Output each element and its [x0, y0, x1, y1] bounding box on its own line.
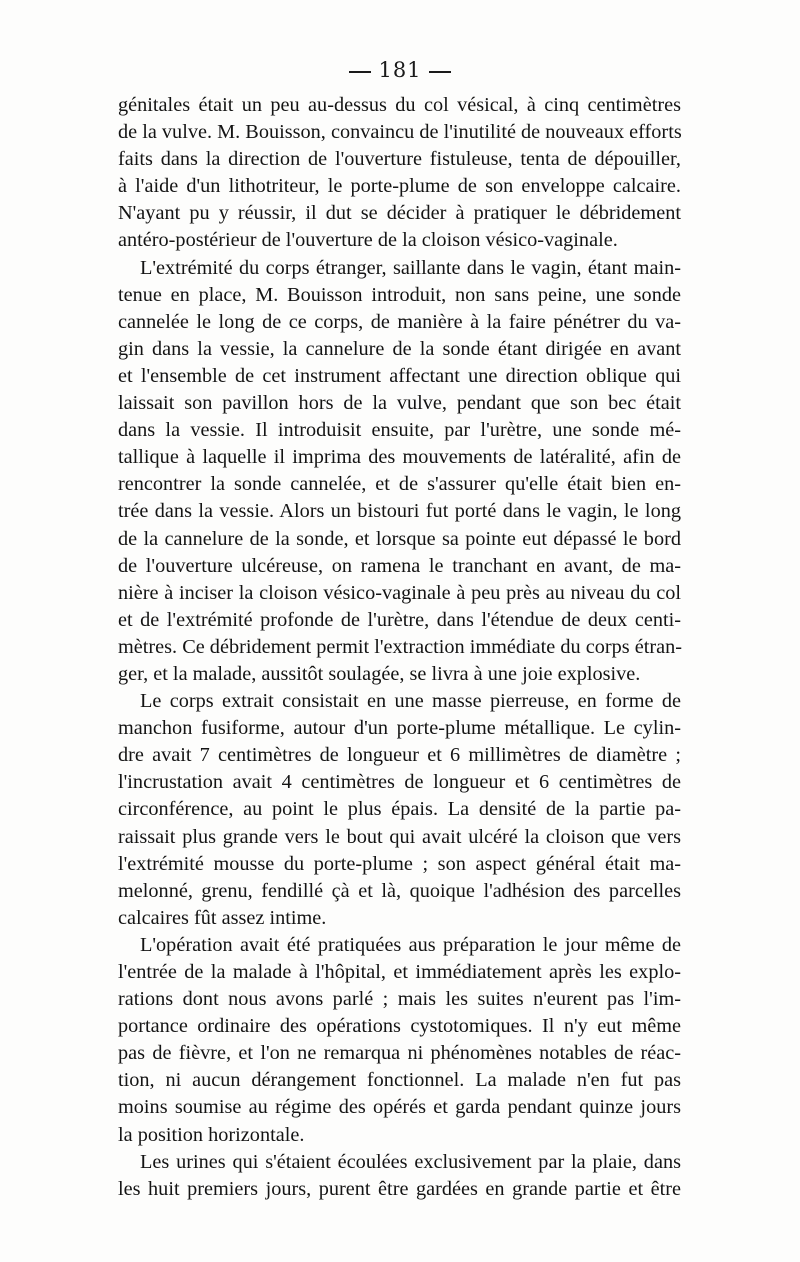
- header-dash-left: [349, 71, 371, 73]
- text-line: melonné, grenu, fendillé çà et là, quoique l'adhésion des parcelles: [118, 879, 681, 902]
- text-line: calcaires fût assez intime.: [118, 906, 327, 929]
- text-line: cannelée le long de ce corps, de manière à la faire pénétrer du va-: [118, 310, 681, 333]
- text-line: N'ayant pu y réussir, il dut se décider à pratiquer le débridement: [118, 202, 681, 225]
- text-line: de la cannelure de la sonde, et lorsque sa pointe eut dépassé le bord: [118, 527, 681, 550]
- text-line: à l'aide d'un lithotriteur, le porte-plume de son enveloppe calcaire.: [118, 175, 681, 198]
- paragraph: [118, 932, 681, 1149]
- text-line: génitales était un peu au-dessus du col vésical, à cinq centimètres: [118, 94, 681, 116]
- body-text: [118, 92, 681, 1203]
- text-line: trée dans la vessie. Alors un bistouri fut porté dans le vagin, le long: [118, 500, 681, 523]
- paragraph: [118, 92, 681, 255]
- text-line: de la vulve. M. Bouisson, convaincu de l'inutilité de nouveaux efforts: [118, 121, 682, 144]
- text-line: tenue en place, M. Bouisson introduit, non sans peine, une sonde: [118, 283, 681, 306]
- text-line: rations dont nous avons parlé ; mais les suites n'eurent pas l'im-: [118, 988, 681, 1011]
- text-line: dans la vessie. Il introduisit ensuite, par l'urètre, une sonde mé-: [118, 419, 681, 442]
- text-line: nière à inciser la cloison vésico-vaginale à peu près au niveau du col: [118, 581, 681, 604]
- paragraph: [118, 1149, 681, 1203]
- text-line: pas de fièvre, et l'on ne remarqua ni phénomènes notables de réac-: [118, 1042, 681, 1065]
- text-line: faits dans la direction de l'ouverture fistuleuse, tenta de dépouiller,: [118, 148, 681, 171]
- text-line: la position horizontale.: [118, 1123, 305, 1146]
- text-line: L'opération avait été pratiquées aus préparation le jour même de: [140, 933, 681, 956]
- text-line: mètres. Ce débridement permit l'extraction immédiate du corps étran-: [118, 635, 683, 658]
- page-header: [0, 58, 800, 82]
- text-line: Le corps extrait consistait en une masse pierreuse, en forme de: [140, 690, 681, 713]
- text-line: ger, et la malade, aussitôt soulagée, se livra à une joie explosive.: [118, 662, 641, 685]
- text-line: gin dans la vessie, la cannelure de la sonde étant dirigée en avant: [118, 337, 681, 360]
- text-line: les huit premiers jours, purent être gardées en grande partie et être: [118, 1177, 681, 1200]
- text-line: laissait son pavillon hors de la vulve, pendant que son bec était: [118, 392, 681, 415]
- paragraph: [118, 255, 681, 689]
- text-line: et l'ensemble de cet instrument affectant une direction oblique qui: [118, 364, 681, 387]
- text-line: L'extrémité du corps étranger, saillante dans le vagin, étant main-: [140, 256, 681, 279]
- paragraph: [118, 688, 681, 932]
- text-line: raissait plus grande vers le bout qui avait ulcéré la cloison que vers: [118, 825, 681, 848]
- text-line: portance ordinaire des opérations cystotomiques. Il n'y eut même: [118, 1015, 681, 1038]
- text-line: tion, ni aucun dérangement fonctionnel. La malade n'en fut pas: [118, 1069, 681, 1092]
- text-line: l'incrustation avait 4 centimètres de longueur et 6 centimètres de: [118, 771, 681, 794]
- text-line: circonférence, au point le plus épais. La densité de la partie pa-: [118, 798, 681, 821]
- header-dash-right: [429, 71, 451, 73]
- text-line: moins soumise au régime des opérés et garda pendant quinze jours: [118, 1096, 681, 1119]
- text-line: l'entrée de la malade à l'hôpital, et immédiatement après les explo-: [118, 961, 681, 983]
- text-line: de l'ouverture ulcéreuse, on ramena le tranchant en avant, de ma-: [118, 554, 681, 577]
- text-line: l'extrémité mousse du porte-plume ; son aspect général était ma-: [118, 852, 681, 875]
- text-line: et de l'extrémité profonde de l'urètre, dans l'étendue de deux centi-: [118, 608, 681, 631]
- text-line: antéro-postérieur de l'ouverture de la cloison vésico-vaginale.: [118, 229, 618, 252]
- page-number: 181: [378, 58, 422, 82]
- text-line: tallique à laquelle il imprima des mouvements de latéralité, afin de: [118, 446, 681, 469]
- text-line: manchon fusiforme, autour d'un porte-plume métallique. Le cylin-: [118, 717, 681, 740]
- text-line: rencontrer la sonde cannelée, et de s'assurer qu'elle était bien en-: [118, 473, 681, 496]
- text-line: dre avait 7 centimètres de longueur et 6 millimètres de diamètre ;: [118, 744, 681, 767]
- text-line: Les urines qui s'étaient écoulées exclusivement par la plaie, dans: [140, 1150, 681, 1173]
